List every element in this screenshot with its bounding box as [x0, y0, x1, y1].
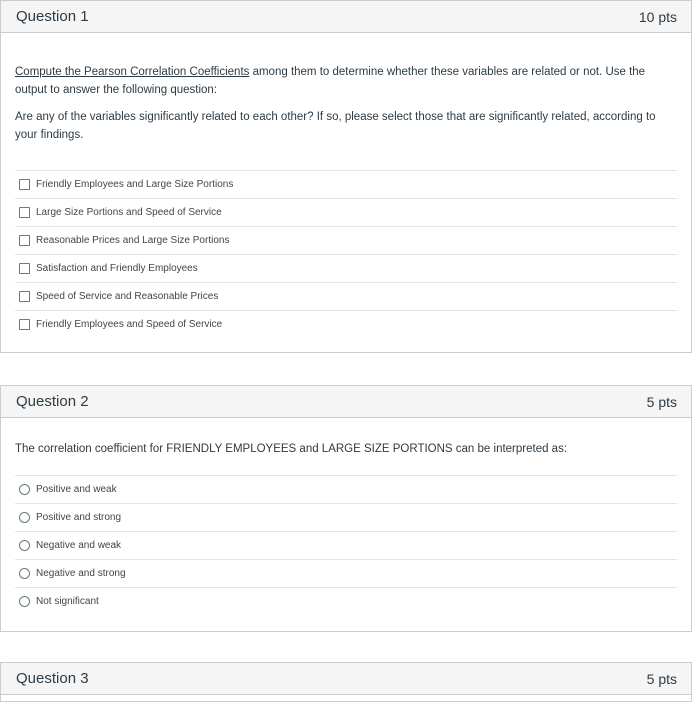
answer-label: Large Size Portions and Speed of Service: [36, 207, 222, 218]
answer-option[interactable]: [15, 475, 677, 503]
answer-option[interactable]: [15, 170, 677, 198]
question-1-answers: [15, 170, 677, 338]
question-2-points: 5 pts: [646, 393, 677, 410]
question-3-header: [1, 663, 691, 695]
checkbox[interactable]: [19, 235, 30, 246]
radio-button[interactable]: [19, 596, 30, 607]
answer-option[interactable]: [15, 531, 677, 559]
radio-button[interactable]: [19, 484, 30, 495]
answer-label: Positive and weak: [36, 484, 117, 495]
question-2-prompt: The correlation coefficient for FRIENDLY EMPLOYEES and LARGE SIZE PORTIONS can be interpreted as:: [15, 443, 568, 455]
checkbox[interactable]: [19, 263, 30, 274]
answer-label: Negative and weak: [36, 540, 122, 551]
checkbox[interactable]: [19, 207, 30, 218]
question-2-body: [1, 440, 691, 615]
question-2-card: [0, 385, 692, 632]
question-1-prompt: Are any of the variables significantly related to each other? If so, please select those that are significantly related, according to your findings.: [15, 111, 656, 141]
radio-button[interactable]: [19, 540, 30, 551]
question-2-title: Question 2: [16, 393, 89, 410]
question-1-header: [1, 1, 691, 33]
question-3-title: Question 3: [16, 670, 89, 687]
answer-label: Friendly Employees and Large Size Portions: [36, 179, 234, 190]
answer-label: Negative and strong: [36, 568, 126, 579]
question-3-card: [0, 662, 692, 702]
question-1-text: [15, 63, 677, 144]
radio-button[interactable]: [19, 512, 30, 523]
question-3-points: 5 pts: [646, 670, 677, 687]
question-1-title: Question 1: [16, 8, 89, 25]
answer-option[interactable]: [15, 503, 677, 531]
answer-label: Speed of Service and Reasonable Prices: [36, 291, 219, 302]
answer-option[interactable]: [15, 226, 677, 254]
answer-option[interactable]: [15, 310, 677, 338]
answer-label: Satisfaction and Friendly Employees: [36, 263, 198, 274]
checkbox[interactable]: [19, 179, 30, 190]
question-2-text: [15, 440, 677, 458]
answer-label: Positive and strong: [36, 512, 122, 523]
checkbox[interactable]: [19, 291, 30, 302]
answer-label: Not significant: [36, 596, 99, 607]
answer-label: Reasonable Prices and Large Size Portions: [36, 235, 230, 246]
answer-option[interactable]: [15, 282, 677, 310]
question-1-points: 10 pts: [638, 8, 677, 25]
answer-option[interactable]: [15, 254, 677, 282]
question-1-card: [0, 0, 692, 353]
question-2-answers: [15, 475, 677, 615]
radio-button[interactable]: [19, 568, 30, 579]
checkbox[interactable]: [19, 319, 30, 330]
answer-option[interactable]: [15, 198, 677, 226]
answer-option[interactable]: [15, 587, 677, 615]
answer-option[interactable]: [15, 559, 677, 587]
question-1-intro-rest: among them to determine whether these variables are related or not. Use the output to answer the following question:: [15, 66, 646, 96]
question-1-body: [1, 63, 691, 338]
question-1-intro: [15, 63, 677, 99]
question-2-header: [1, 386, 691, 418]
answer-label: Friendly Employees and Speed of Service: [36, 319, 223, 330]
pearson-link[interactable]: Compute the Pearson Correlation Coefficients: [15, 66, 250, 78]
